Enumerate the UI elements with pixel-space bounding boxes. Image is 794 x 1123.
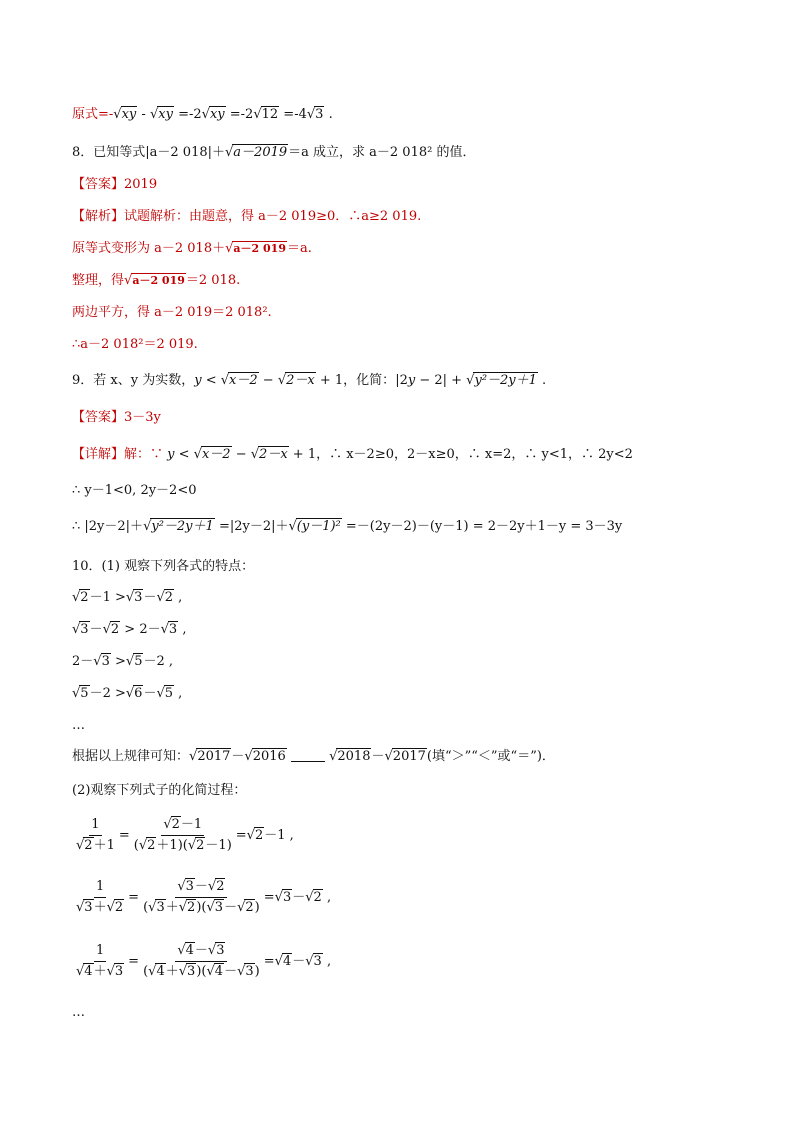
question-10-part1: 10．(1) 观察下列各式的特点： — [72, 559, 255, 574]
text: 原式=- — [72, 107, 114, 122]
answer-8: 【答案】2019 — [72, 177, 158, 192]
sqrt-x-minus-2: √x－2 — [220, 373, 258, 388]
sqrt-2-minus-x: √2－x — [250, 447, 288, 462]
sqrt-y-poly: √y²－2y＋1 — [143, 519, 214, 534]
ellipsis: … — [72, 718, 85, 733]
answer-9: 【答案】3－3y — [72, 410, 161, 425]
sqrt-a-2019: √a－2019 — [225, 145, 288, 160]
fraction-simplify-2: $\frac{1}{√3+√2}$ = $\frac{√3-√2}{(√3+√2)(√3-√2)}$ =√3－√2 , — [76, 879, 332, 915]
question-10-part2: (2)观察下列式子的化简过程： — [72, 783, 247, 798]
sqrt-12: √12 — [253, 107, 279, 122]
sqrt-xy: √xy — [201, 107, 225, 122]
question-9: 9．若 x、y 为实数，y < √x－2 − √2－x + 1，化简：|2y − 2| + √y²－2y＋1 . — [72, 371, 546, 391]
sqrt-y-poly: √y²－2y＋1 — [466, 373, 537, 388]
question-8: 8．已知等式|a－2 018|＋√a－2019＝a 成立，求 a－2 018² 的值． — [72, 143, 475, 163]
inequality-3: 2－√3 >√5－2 , — [72, 654, 174, 669]
inequality-4: √5－2 >√6－√5 , — [72, 686, 183, 701]
sqrt-3: √3 — [306, 107, 324, 122]
analysis-8-step3: 两边平方，得 a－2 019＝2 018². — [72, 305, 272, 320]
inequality-2: √3－√2 > 2－√3 , — [72, 622, 187, 637]
sqrt-a-2019: √a－2 019 — [225, 241, 286, 256]
line-original-expression: 原式=-√xy - √xy =-2√xy =-2√12 =-4√3 . — [72, 105, 333, 125]
analysis-8-step2: 整理，得√a－2 019＝2 018. — [72, 271, 240, 291]
detail-9-step1: 【详解】解：∵ y < √x－2 − √2－x + 1，∴ x－2≥0，2－x≥0，∴ x=2，∴ y<1，∴ 2y<2 — [72, 445, 633, 465]
answer-blank[interactable] — [291, 749, 325, 762]
fraction-simplify-1: $\frac{1}{√2+1}$ = $\frac{√2-1}{(√2+1)(√2-1)}$ =√2－1 , — [76, 817, 294, 853]
sqrt-2-minus-x: √2－x — [277, 373, 315, 388]
sqrt-y-minus-1-sq: √(y－1)² — [288, 519, 341, 534]
detail-9-step2: ∴ y－1<0, 2y－2<0 — [72, 483, 197, 498]
rule-fill-blank: 根据以上规律可知：√2017－√2016 √2018－√2017(填“＞”“＜”或“＝”)． — [72, 749, 555, 764]
analysis-8-step4: ∴a－2 018²＝2 019. — [72, 337, 198, 352]
fraction-simplify-3: $\frac{1}{√4+√3}$ = $\frac{√4-√3}{(√4+√3)(√4-√3)}$ =√4－√3 , — [76, 943, 332, 979]
ellipsis-end: … — [72, 1005, 85, 1020]
analysis-8-step1: 原等式变形为 a－2 018＋√a－2 019＝a. — [72, 239, 312, 259]
inequality-1: √2－1 >√3－√2 , — [72, 590, 183, 605]
sqrt-xy: √xy — [113, 107, 137, 122]
sqrt-xy: √xy — [149, 107, 173, 122]
detail-9-step3: ∴ |2y－2|＋√y²－2y＋1 =|2y－2|＋√(y－1)² =－(2y－2)－(y－1) = 2－2y＋1－y = 3－3y — [72, 517, 622, 537]
sqrt-x-minus-2: √x－2 — [193, 447, 231, 462]
sqrt-a-2019: √a－2 019 — [124, 273, 185, 288]
analysis-8: 【解析】试题解析：由题意，得 a－2 019≥0．∴a≥2 019. — [72, 209, 422, 224]
